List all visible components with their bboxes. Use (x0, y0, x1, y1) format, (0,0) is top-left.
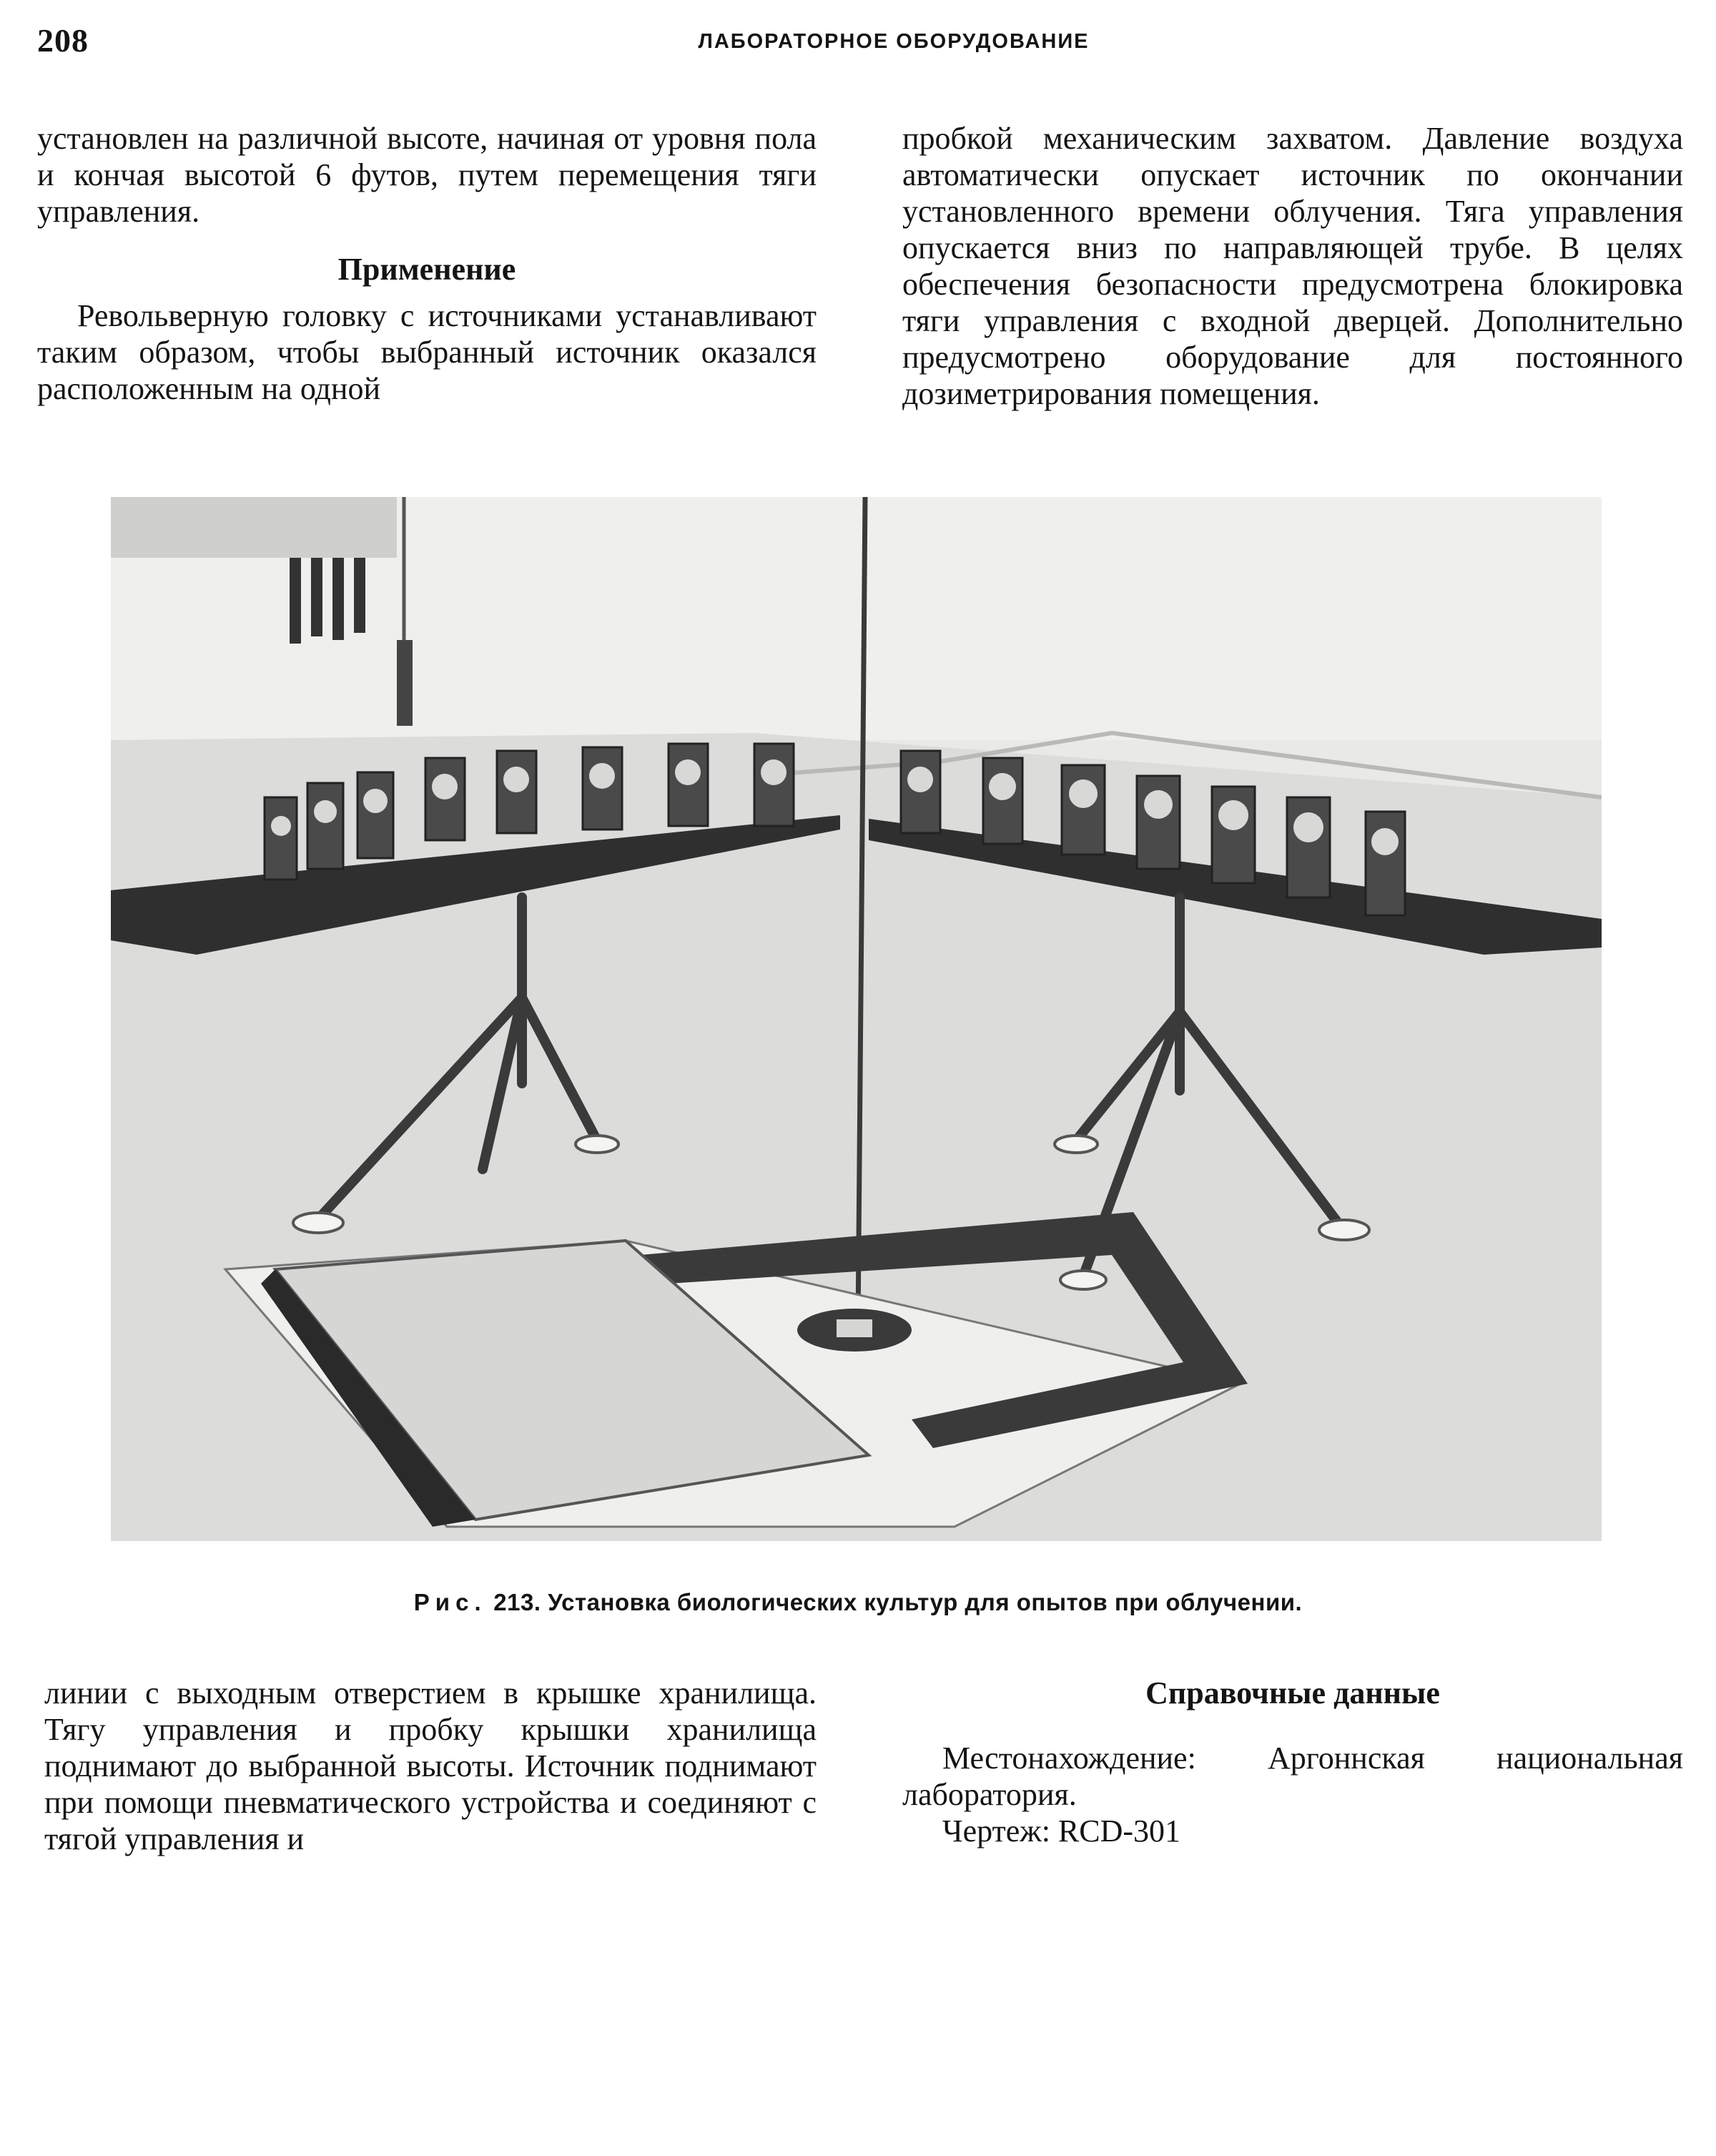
figure-caption-text: 213. Установка биологических культур для опытов при облучении. (493, 1589, 1303, 1615)
figure-photo (111, 497, 1602, 1541)
top-right-paragraph-1: пробкой механическим захватом. Давление воздуха автоматически опускает источник по окончании установленного времени облучения. Тяга управления опускается вниз по направляющей трубе. В целях обеспечения безопасности предусмотрена блокировка тяги управления с входной дверцей. Дополнительно предусмотрено оборудование для постоянного дозиметрирования помещения. (902, 121, 1683, 411)
bottom-right-column (902, 1675, 1683, 1849)
top-left-paragraph-2: Револьверную головку с источниками устанавливают таким образом, чтобы выбранный источник оказался расположенным на одной (37, 298, 817, 406)
top-right-column (902, 120, 1683, 412)
reference-drawing: Чертеж: RCD-301 (942, 1813, 1181, 1849)
bottom-left-paragraph-1: линии с выходным отверстием в крышке хранилища. Тягу управления и пробку крышки хранилища поднимают до выбранной высоты. Источник поднимают при помощи пневматического устройства и соединяют с тягой управления и (44, 1675, 817, 1856)
page-number: 208 (37, 22, 89, 59)
figure-caption-prefix: Рис. (413, 1589, 487, 1615)
running-head: ЛАБОРАТОРНОЕ ОБОРУДОВАНИЕ (698, 30, 1090, 53)
bottom-left-column (44, 1675, 817, 1857)
reference-location: Местонахождение: Аргоннская национальная лаборатория. (902, 1741, 1683, 1812)
top-left-paragraph-1: установлен на различной высоте, начиная от уровня пола и кончая высотой 6 футов, путем перемещения тяги управления. (37, 121, 817, 229)
figure-caption (143, 1589, 1573, 1616)
section-heading-reference-data: Справочные данные (1145, 1675, 1440, 1710)
section-heading-application: Применение (337, 252, 516, 287)
top-left-column (37, 120, 817, 407)
